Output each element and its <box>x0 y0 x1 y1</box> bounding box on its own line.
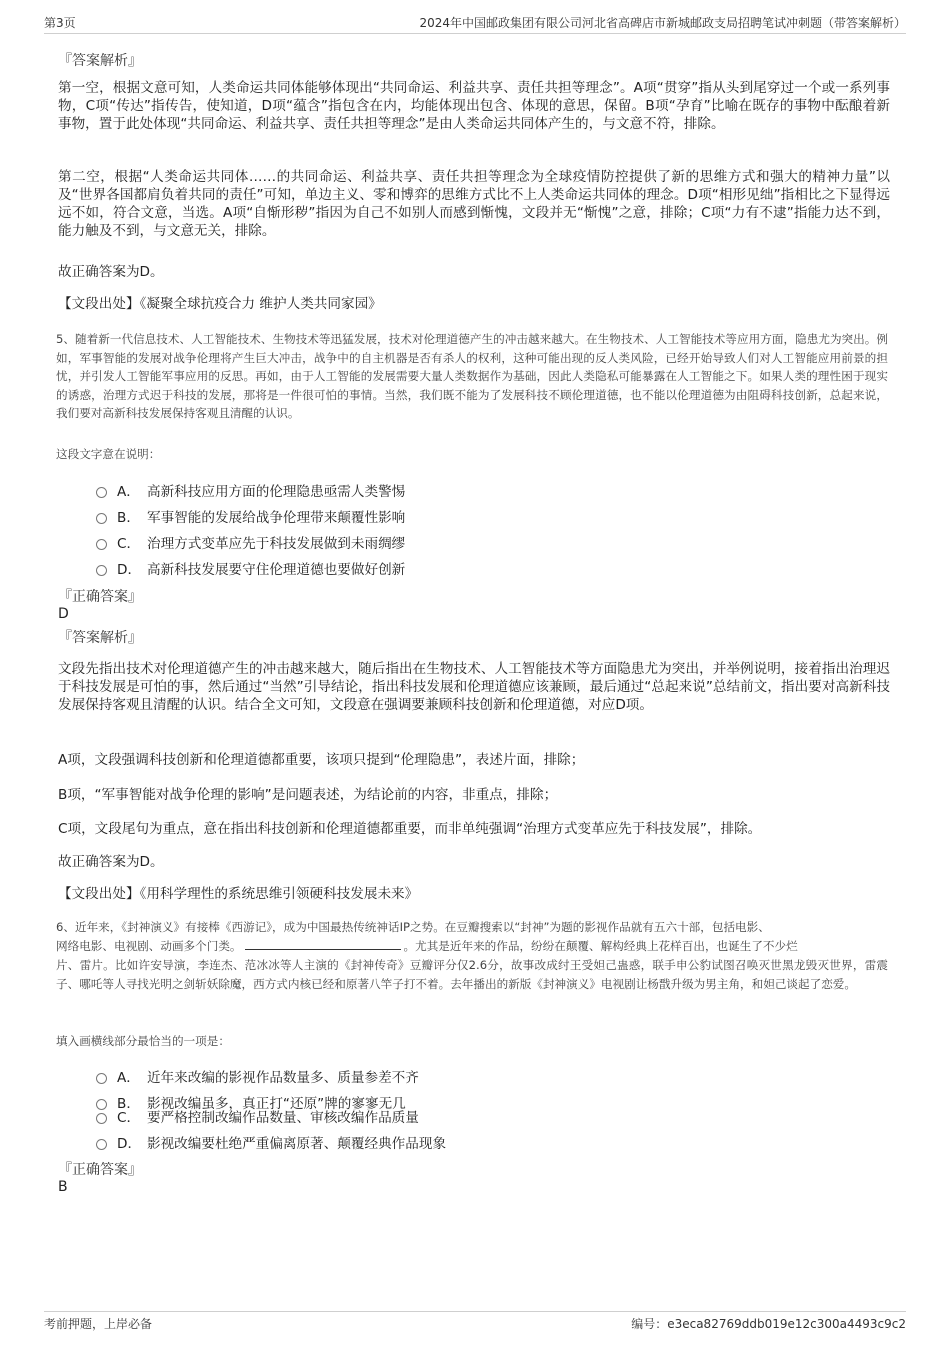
q6-answer-label: 『正确答案』 <box>58 1162 142 1178</box>
q5-analysis: 文段先指出技术对伦理道德产生的冲击越来越大，随后指出在生物技术、人工智能技术等方面隐患尤为突出，并举例说明，接着指出治理迟于科技发展是可怕的事，然后通过“当然”引导结论，指出科技发展和伦理道德应该兼顾，最后通过“总起来说”总结前文，指出要对高新科技发展保持客观且清醒的认识。结合全文可知，文段意在强调要兼顾科技创新和伦理道德，对应D项。 <box>58 661 890 713</box>
q5-stem: 5、随着新一代信息技术、人工智能技术、生物技术等迅猛发展，技术对伦理道德产生的冲击越来越大。在生物技术、人工智能技术等应用方面，隐患尤为突出。例如，军事智能的发展对战争伦理将产生巨大冲击，战争中的自主机器是否有杀人的权利，这种可能出现的反人类风险，已经开始导致人们对人工智能应用前景的担忧，并引发人工智能军事应用的反思。再如，由于人工智能的发展需要大量人类数据作为基础，因此人类隐私可能暴露在人工智能之下。如果人类的理性困于现实的诱惑，治理方式迟于科技的发展，那将是一件很可怕的事情。当然，我们既不能为了发展科技不顾伦理道德，也不能以伦理道德为由阻碍科技创新，总起来说，我们要对高新科技发展保持客观且清醒的认识。 <box>56 332 888 420</box>
option-letter: C． <box>117 536 141 552</box>
q6-stem-rest: 片、雷片。比如许安导演，李连杰、范冰冰等人主演的《封神传奇》豆瓣评分仅2.6分，故事改成纣王受妲己蛊惑，联手申公豹试图召唤灭世黑龙毁灭世界，雷震子、哪吒等人寻找光明之剑斩妖除魔，西方式内核已经和原著八竿子打不着。去年播出的新版《封神演义》电视剧让杨戬升级为男主角，和妲己谈起了恋爱。 <box>56 958 888 991</box>
option-letter: A． <box>117 484 140 500</box>
q5-note-a: A项，文段强调科技创新和伦理道德都重要，该项只提到“伦理隐患”，表述片面，排除； <box>58 752 585 768</box>
option-text: 影视改编虽多，真正打“还原”牌的寥寥无几 <box>147 1096 406 1112</box>
q6-stem-line-2 <box>56 937 798 954</box>
q5-conclusion: 故正确答案为D。 <box>58 854 164 870</box>
q6-option-c[interactable] <box>96 1107 419 1125</box>
radio-icon[interactable] <box>96 1113 107 1124</box>
option-text: 影视改编要杜绝严重偏离原著、颠覆经典作品现象 <box>147 1136 447 1152</box>
q6-stem-tail: 。尤其是近年来的作品，纷纷在颠覆、解构经典上花样百出，也诞生了不少烂 <box>403 939 798 953</box>
q5-answer: D <box>58 606 69 622</box>
radio-icon[interactable] <box>96 1139 107 1150</box>
option-letter: D． <box>117 562 142 578</box>
q5-note-c: C项，文段尾句为重点，意在指出科技创新和伦理道德都重要，而非单纯强调“治理方式变革应先于科技发展”，排除。 <box>58 821 762 837</box>
q6-stem-lead: 网络电影、电视剧、动画多个门类。 <box>56 939 242 953</box>
q6-option-d[interactable] <box>96 1133 446 1151</box>
option-letter: B． <box>117 1096 140 1112</box>
q5-analysis-label: 『答案解析』 <box>58 630 142 646</box>
document-title: 2024年中国邮政集团有限公司河北省高碑店市新城邮政支局招聘笔试冲刺题（带答案解析） <box>419 16 906 30</box>
q5-answer-label: 『正确答案』 <box>58 589 142 605</box>
q5-option-c[interactable] <box>96 533 405 551</box>
option-letter: D． <box>117 1136 142 1152</box>
document-id: 编号：e3eca82769ddb019e12c300a4493c9c2 <box>631 1317 906 1331</box>
q4-analysis-para-1: 第一空，根据文意可知，人类命运共同体能够体现出“共同命运、利益共享、责任共担等理念”。A项“贯穿”指从头到尾穿过一个或一系列事物，C项“传达”指传告，使知道，D项“蕴含”指包含在内，均能体现出包含、体现的意思，保留。B项“孕育”比喻在既存的事物中酝酿着新事物，置于此处体现“共同命运、利益共享、责任共担等理念”是由人类命运共同体产生的，与文意不符，排除。 <box>58 80 890 132</box>
footer-divider <box>44 1311 906 1312</box>
q5-question: 这段文字意在说明： <box>56 447 161 461</box>
option-letter: C． <box>117 1110 141 1126</box>
option-letter: B． <box>117 510 140 526</box>
radio-icon[interactable] <box>96 565 107 576</box>
q6-stem-line-1: 6、近年来，《封神演义》有接棒《西游记》，成为中国最热传统神话IP之势。在豆瓣搜索以“封神”为题的影视作品就有五六十部，包括电影、 <box>56 920 770 934</box>
q6-answer: B <box>58 1179 68 1195</box>
option-text: 军事智能的发展给战争伦理带来颠覆性影响 <box>147 510 406 526</box>
q5-source: 【文段出处】《用科学理性的系统思维引领硬科技发展未来》 <box>58 886 419 902</box>
radio-icon[interactable] <box>96 539 107 550</box>
option-letter: A． <box>117 1070 140 1086</box>
q5-note-b: B项，“军事智能对战争伦理的影响”是问题表述，为结论前的内容，非重点，排除； <box>58 787 558 803</box>
option-text: 高新科技应用方面的伦理隐患亟需人类警惕 <box>147 484 406 500</box>
radio-icon[interactable] <box>96 513 107 524</box>
q4-conclusion: 故正确答案为D。 <box>58 264 164 280</box>
page-number: 第3页 <box>44 16 76 30</box>
footer-slogan: 考前押题，上岸必备 <box>44 1317 153 1331</box>
option-text: 要严格控制改编作品数量、审核改编作品质量 <box>147 1110 419 1126</box>
header-divider <box>44 33 906 34</box>
q5-option-d[interactable] <box>96 559 405 577</box>
fill-in-blank <box>245 937 401 950</box>
q4-analysis-label: 『答案解析』 <box>58 53 142 69</box>
q6-option-a[interactable] <box>96 1067 419 1085</box>
q5-option-a[interactable] <box>96 481 405 499</box>
option-text: 高新科技发展要守住伦理道德也要做好创新 <box>147 562 406 578</box>
q4-source: 【文段出处】《凝聚全球抗疫合力 维护人类共同家园》 <box>58 296 382 312</box>
q4-analysis-para-2: 第二空，根据“人类命运共同体……的共同命运、利益共享、责任共担等理念为全球疫情防控提供了新的思维方式和强大的精神力量”以及“世界各国都肩负着共同的责任”可知，单边主义、零和博弈的思维方式比不上人类命运共同体的理念。D项“相形见绌”指相比之下显得远远不如，符合文意，当选。A项“自惭形秽”指因为自己不如别人而感到惭愧，文段并无“惭愧”之意，排除；C项“力有不逮”指能力达不到，能力触及不到，与文意无关，排除。 <box>58 169 890 239</box>
radio-icon[interactable] <box>96 1073 107 1084</box>
option-text: 治理方式变革应先于科技发展做到未雨绸缪 <box>147 536 406 552</box>
radio-icon[interactable] <box>96 487 107 498</box>
option-text: 近年来改编的影视作品数量多、质量参差不齐 <box>147 1070 419 1086</box>
q6-question: 填入画横线部分最恰当的一项是： <box>56 1034 230 1048</box>
q5-option-b[interactable] <box>96 507 405 525</box>
